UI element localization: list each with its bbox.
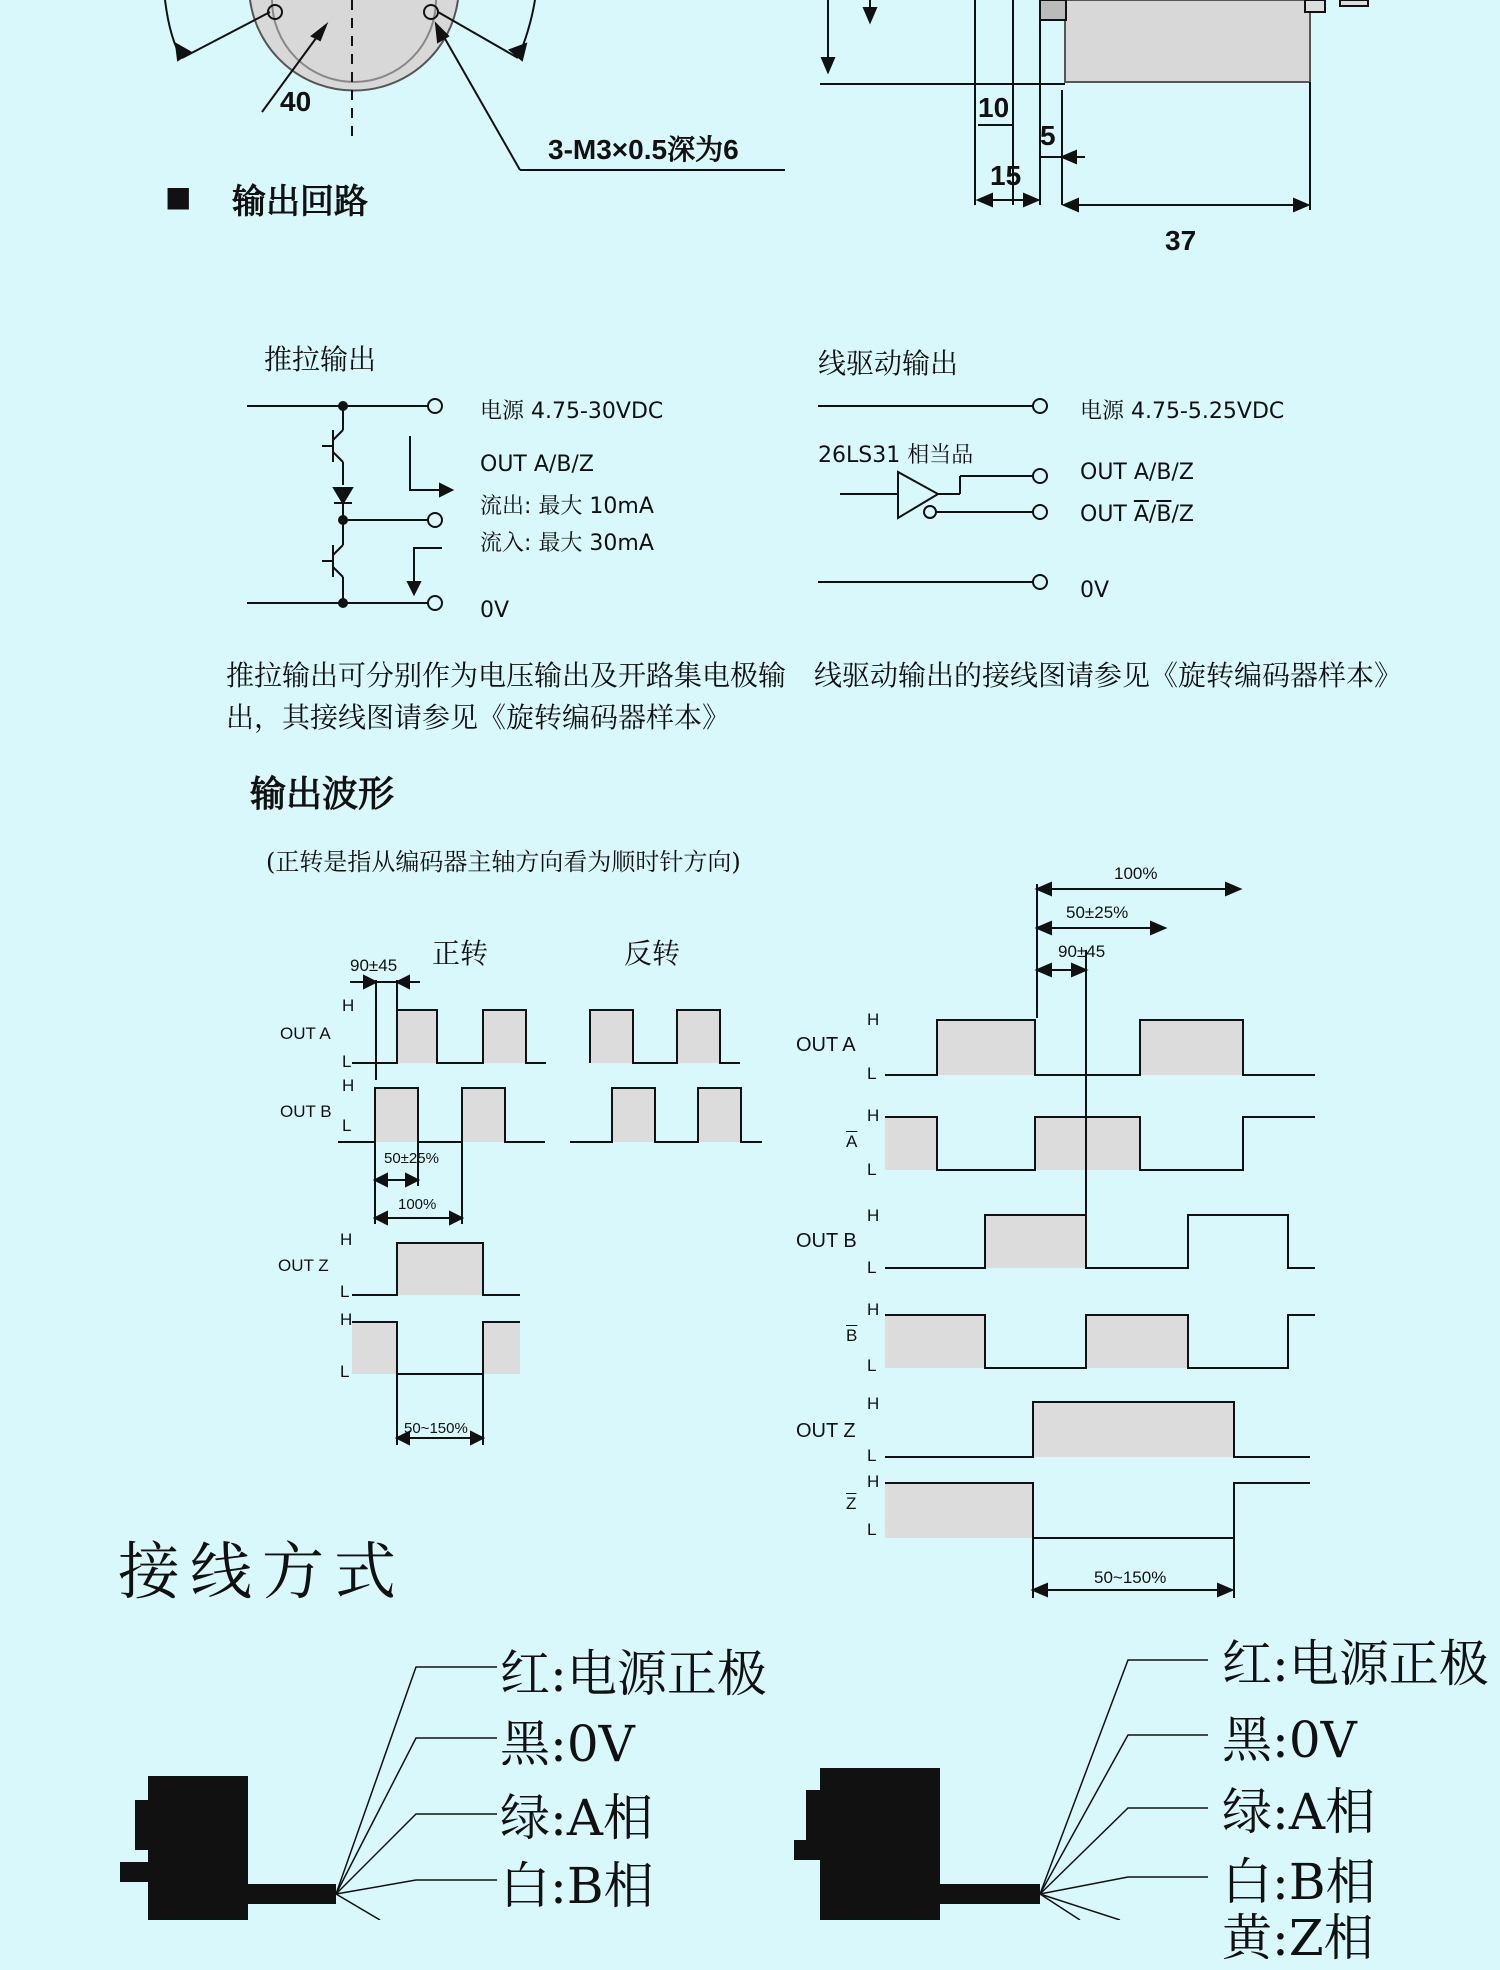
right-wires — [1040, 1660, 1208, 1920]
right-abar-l: L — [867, 1160, 877, 1179]
reverse-label: 反转 — [624, 937, 681, 970]
dim-10: 10 — [978, 92, 1010, 123]
right-bbar-h: H — [867, 1300, 880, 1319]
right-outz-label: OUT Z — [796, 1420, 856, 1442]
ld-out-inv-sep1: / — [1148, 502, 1157, 527]
right-phase-label: 90±45 — [1058, 942, 1106, 961]
pp-out-label: OUT A/B/Z — [480, 452, 594, 477]
right-outb-l: L — [867, 1258, 877, 1277]
left-wire-white: 白:B相 — [500, 1857, 654, 1915]
section-output-circuit: 输出回路 — [232, 182, 368, 222]
ld-power-label: 电源 4.75-5.25VDC — [1080, 399, 1285, 424]
right-outa-l: L — [867, 1064, 877, 1083]
right-outb-label: OUT B — [796, 1230, 857, 1252]
right-duty-label: 50±25% — [1066, 903, 1129, 922]
pp-source-label: 流出: 最大 10mA — [480, 494, 654, 519]
right-outb-h: H — [867, 1206, 880, 1225]
right-wire-white: 白:B相 — [1222, 1853, 1376, 1911]
ld-out-inv-z: Z — [1178, 502, 1194, 527]
left-outa-label: OUT A — [280, 1024, 331, 1043]
left-encoder-body — [120, 1776, 336, 1920]
pp-zero-label: 0V — [480, 598, 510, 623]
right-zbar-h: H — [867, 1472, 880, 1491]
push-pull-title: 推拉输出 — [264, 343, 377, 376]
left-zwidth-label: 50~150% — [404, 1420, 468, 1437]
right-wire-red: 红:电源正极 — [1222, 1635, 1489, 1693]
right-bbar-label: $\overline{B}$ — [846, 1326, 858, 1345]
right-wire-green: 绿:A相 — [1222, 1783, 1375, 1841]
ld-out-inv-b: $\overline{B}$ — [1156, 502, 1172, 527]
left-outz-h: H — [340, 1230, 353, 1249]
right-outa-label: OUT A — [796, 1034, 856, 1056]
screw-note: 3-M3×0.5深为6 — [548, 134, 739, 165]
left-outa-l: L — [342, 1052, 352, 1071]
right-encoder-body — [794, 1768, 1040, 1920]
line-driver-title: 线驱动输出 — [818, 347, 959, 380]
left-outz-label: OUT Z — [278, 1256, 329, 1275]
ld-out-inv-prefix: OUT — [1080, 502, 1134, 527]
left-period-label: 100% — [398, 1196, 437, 1213]
wiring-title: 接线方式 — [118, 1535, 407, 1608]
right-wire-yellow: 黄:Z相 — [1222, 1909, 1374, 1967]
left-outb-l: L — [342, 1116, 352, 1135]
ld-desc: 线驱动输出的接线图请参见《旋转编码器样本》 — [814, 659, 1403, 692]
waveform-title: 输出波形 — [250, 774, 395, 815]
right-outz-l: L — [867, 1446, 877, 1465]
right-wire-black: 黑:0V — [1222, 1711, 1357, 1769]
left-outb-h: H — [342, 1076, 355, 1095]
left-phase-label: 90±45 — [350, 956, 398, 975]
pp-sink-label: 流入: 最大 30mA — [480, 531, 654, 556]
forward-label: 正转 — [432, 937, 489, 970]
right-zwidth-label: 50~150% — [1094, 1568, 1167, 1587]
right-period-label: 100% — [1114, 864, 1158, 883]
dim-15: 15 — [990, 160, 1022, 191]
bullet-square: ■ — [165, 180, 192, 213]
dim-5: 5 — [1040, 120, 1056, 151]
right-outa-h: H — [867, 1010, 880, 1029]
right-outz-h: H — [867, 1394, 880, 1413]
ld-out-inv-sep2: / — [1171, 502, 1179, 527]
waveform-note: (正转是指从编码器主轴方向看为顺时针方向) — [266, 848, 741, 876]
right-abar-label: $\overline{A}$ — [846, 1132, 858, 1151]
left-outb-label: OUT B — [280, 1102, 332, 1121]
right-abar-h: H — [867, 1106, 880, 1125]
pp-desc-line2: 出，其接线图请参见《旋转编码器样本》 — [226, 701, 731, 734]
pp-power-label: 电源 4.75-30VDC — [480, 399, 664, 424]
dim-37: 37 — [1165, 225, 1197, 256]
ld-out-inv-a: $\overline{A}$ — [1133, 502, 1149, 527]
ld-out-label: OUT A/B/Z — [1080, 460, 1194, 485]
ld-chip-label: 26LS31 相当品 — [818, 443, 974, 468]
ld-zero-label: 0V — [1080, 578, 1110, 603]
left-outz-l: L — [340, 1282, 350, 1301]
left-zbar-h: H — [340, 1310, 353, 1329]
left-duty-label: 50±25% — [384, 1150, 439, 1167]
right-bbar-l: L — [867, 1356, 877, 1375]
right-zbar-label: $\overline{Z}$ — [846, 1494, 857, 1513]
left-wire-black: 黑:0V — [500, 1715, 635, 1773]
left-wire-green: 绿:A相 — [500, 1789, 653, 1847]
left-wire-red: 红:电源正极 — [500, 1645, 767, 1703]
left-outa-h: H — [342, 996, 355, 1015]
left-wires — [336, 1667, 497, 1920]
right-zbar-l: L — [867, 1520, 877, 1539]
dim-40: 40 — [280, 86, 312, 117]
pp-desc-line1: 推拉输出可分别作为电压输出及开路集电极输 — [226, 659, 787, 692]
left-zbar-l: L — [340, 1362, 350, 1381]
